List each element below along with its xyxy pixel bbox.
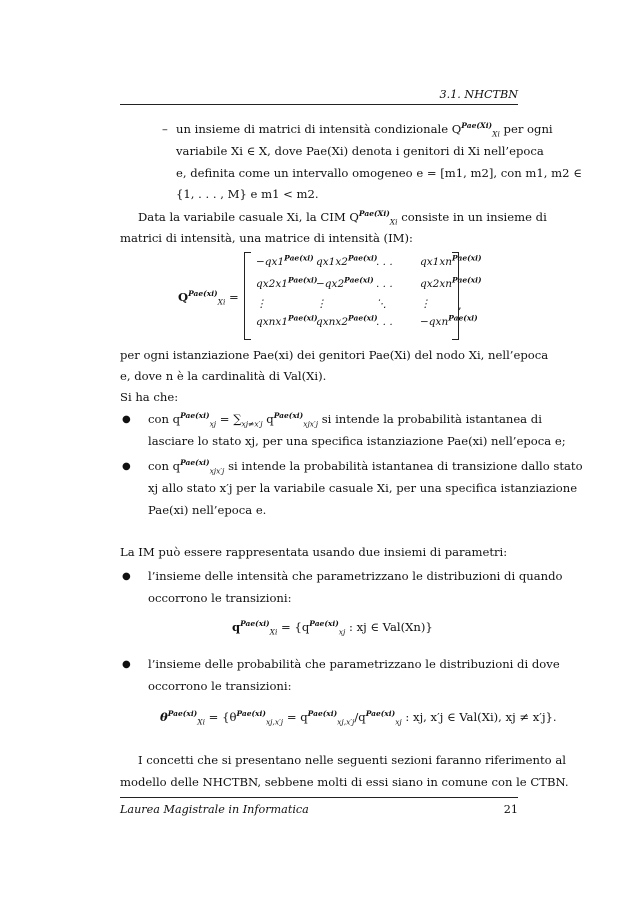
para2-line-3: Si ha che: <box>120 390 179 404</box>
matrix-cell: . . . <box>376 278 393 290</box>
footer-title: Laurea Magistrale in Informatica <box>120 803 309 816</box>
first-item-line-3: e, definita come un intervallo omogeneo e = [m1, m2], con m1, m2 ∈ <box>176 166 582 180</box>
bullet-dot: ● <box>122 659 131 670</box>
bullet2-line-1: con $q^{Pae(xi)}_{xjx'j}$ si intende la probabilità istantanea di transizione dallo stato <box>148 458 583 476</box>
matrix-trailing-comma: , <box>458 298 462 312</box>
matrix-cell: ⋱ <box>376 298 387 310</box>
item-dash: – <box>162 122 168 136</box>
matrix-cell: $-qx1^{Pae(xi)}$ <box>256 253 314 268</box>
footer <box>120 803 518 816</box>
matrix-cell: $-qx2^{Pae(xi)}$ <box>316 275 374 290</box>
para1-line-1: Data la variabile casuale Xi, la CIM $Q^{Pae(Xi)}_{Xi}$ consiste in un insieme di <box>138 209 547 227</box>
bullet2-line-2: xj allo stato x′j per la variabile casuale Xi, per una specifica istanziazione <box>148 481 578 495</box>
bullet3-line-2: occorrono le transizioni: <box>148 591 292 605</box>
bullet-dot: ● <box>122 461 131 472</box>
para4-line-2: modello delle NHCTBN, sebbene molti di essi siano in comune con le CTBN. <box>120 775 569 789</box>
matrix-cell: $qxnx1^{Pae(xi)}$ <box>256 313 318 328</box>
para4-line-1: I concetti che si presentano nelle seguenti sezioni faranno riferimento al <box>138 753 566 767</box>
matrix-cell: $qx1xn^{Pae(xi)}$ <box>420 253 482 268</box>
formula-theta: $\theta^{Pae(xi)}_{Xi} = \{\theta^{Pae(xi)}_{xj,x'j} = q^{Pae(xi)}_{xj,x'j}/q^{Pae(xi)}_{xj}$ : xj, x′j ∈ Val(Xi), xj ≠ x′j}. <box>160 709 557 727</box>
matrix-cell: $qx2x1^{Pae(xi)}$ <box>256 275 318 290</box>
formula-q: $q^{Pae(xi)}_{Xi} = \{q^{Pae(xi)}_{xj}$ : xj ∈ Val(Xn)} <box>232 619 433 637</box>
header-rule <box>120 104 518 105</box>
matrix-cell: ⋮ <box>420 298 431 310</box>
page-number: 21 <box>503 803 518 816</box>
running-header: 3.1. NHCTBN <box>439 88 518 101</box>
matrix-cell: $qx1x2^{Pae(xi)}$ <box>316 253 378 268</box>
intensity-matrix <box>190 252 490 342</box>
para3-line-1: La IM può essere rappresentata usando due insiemi di parametri: <box>120 545 508 559</box>
matrix-cell: −qxn$^{Pae(xi)}$ <box>420 313 478 328</box>
bullet-dot: ● <box>122 414 131 425</box>
bullet4-line-2: occorrono le transizioni: <box>148 679 292 693</box>
matrix-left-bracket <box>244 252 251 340</box>
first-item-line-2: variabile Xi ∈ X, dove Pae(Xi) denota i genitori di Xi nell’epoca <box>176 144 544 158</box>
matrix-cell: . . . <box>376 256 393 268</box>
bullet-dot: ● <box>122 571 131 582</box>
matrix-cell: $qxnx2^{Pae(xi)}$ <box>316 313 378 328</box>
matrix-cell: $qx2xn^{Pae(xi)}$ <box>420 275 482 290</box>
para1-line-2: matrici di intensità, una matrice di intensità (IM): <box>120 231 413 245</box>
bullet1-line-1: con $q^{Pae(xi)}_{xj} = \sum_{xj\ne x'j}$ $q^{Pae(xi)}_{xjx'j}$ si intende la probabilità istantanea di <box>148 411 542 429</box>
bullet2-line-3: Pae(xi) nell’epoca e. <box>148 503 267 517</box>
matrix-cell: ⋮ <box>256 298 267 310</box>
bullet4-line-1: l’insieme delle probabilità che parametrizzano le distribuzioni di dove <box>148 657 560 671</box>
bullet3-line-1: l’insieme delle intensità che parametrizzano le distribuzioni di quando <box>148 569 563 583</box>
bullet1-line-2: lasciare lo stato xj, per una specifica istanziazione Pae(xi) nell’epoca e; <box>148 434 566 448</box>
para2-line-2: e, dove n è la cardinalità di Val(Xi). <box>120 369 327 383</box>
footer-rule <box>120 797 518 798</box>
matrix-cell: . . . <box>376 316 393 328</box>
matrix-cell: ⋮ <box>316 298 327 310</box>
first-item-line-4: {1, . . . , M} e m1 < m2. <box>176 187 319 201</box>
first-item-line-1: un insieme di matrici di intensità condizionale $Q^{Pae(Xi)}_{Xi}$ per ogni <box>176 121 553 139</box>
para2-line-1: per ogni istanziazione Pae(xi) dei genitori Pae(Xi) del nodo Xi, nell’epoca <box>120 348 549 362</box>
matrix-lhs: $Q^{Pae(xi)}_{Xi}$ = <box>178 289 239 307</box>
